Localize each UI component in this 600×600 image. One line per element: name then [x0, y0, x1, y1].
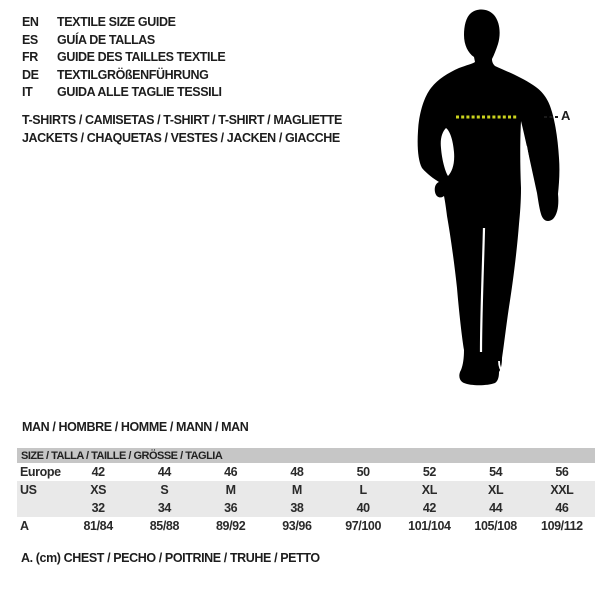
size-cell: 44: [463, 499, 529, 517]
language-row: [22, 49, 225, 67]
size-cell: XXL: [529, 481, 595, 499]
size-cell: 52: [422, 465, 436, 479]
row-label: Europe: [20, 465, 61, 479]
size-cell: 105/108: [474, 519, 517, 533]
row-label: US: [17, 481, 65, 499]
size-cell: 42: [91, 465, 105, 479]
size-cell: 44: [157, 465, 171, 479]
size-cell: 42: [396, 499, 462, 517]
size-table-header-row: [17, 448, 595, 463]
size-cell: 93/96: [282, 519, 312, 533]
size-cell: 32: [65, 499, 131, 517]
table-row-a-chest: [17, 517, 595, 535]
row-label: A: [20, 519, 29, 533]
language-row: [22, 84, 225, 102]
language-row: [22, 67, 225, 85]
size-cell: 36: [198, 499, 264, 517]
lang-code: FR: [22, 50, 38, 65]
size-cell: 101/104: [408, 519, 451, 533]
lang-code: EN: [22, 15, 39, 29]
size-cell: L: [330, 481, 396, 499]
size-cell: XS: [65, 481, 131, 499]
size-cell: XL: [463, 481, 529, 499]
man-silhouette: [395, 0, 580, 400]
lang-label: TEXTILE SIZE GUIDE: [57, 15, 176, 29]
size-cell: 54: [489, 465, 503, 479]
lang-label: GUÍA DE TALLAS: [57, 32, 155, 47]
size-cell: 81/84: [83, 519, 113, 533]
lang-label: TEXTILGRÖßENFÜHRUNG: [57, 67, 209, 82]
language-list: [22, 14, 225, 102]
table-row-us: [17, 481, 595, 499]
size-cell: 46: [529, 499, 595, 517]
category-list: [22, 112, 342, 147]
category-line: T-SHIRTS / CAMISETAS / T-SHIRT / T-SHIRT / MAGLIETTE: [22, 113, 342, 127]
size-cell: S: [131, 481, 197, 499]
size-cell: 85/88: [149, 519, 180, 533]
size-table: [17, 448, 595, 535]
lang-label: GUIDE DES TAILLES TEXTILE: [57, 50, 226, 65]
size-cell: 89/92: [215, 519, 246, 533]
size-cell: 109/112: [541, 519, 583, 533]
size-cell: 48: [290, 465, 304, 479]
size-cell: 40: [330, 499, 396, 517]
section-title: MAN / HOMBRE / HOMME / MANN / MAN: [22, 420, 249, 434]
table-row-europe: [17, 463, 595, 481]
size-cell: 56: [555, 465, 569, 479]
size-cell: 34: [131, 499, 197, 517]
size-cell: M: [198, 481, 264, 499]
language-row: [22, 32, 225, 50]
size-cell: M: [264, 481, 330, 499]
lang-code: ES: [22, 32, 38, 47]
lang-code: IT: [22, 85, 33, 100]
size-cell: 38: [264, 499, 330, 517]
row-label: [17, 499, 65, 517]
footnote: A. (cm) CHEST / PECHO / POITRINE / TRUHE / PETTO: [21, 551, 320, 565]
language-row: [22, 14, 225, 32]
size-cell: 46: [224, 465, 238, 479]
size-cell: 97/100: [345, 519, 382, 533]
lang-label: GUIDA ALLE TAGLIE TESSILI: [57, 85, 222, 100]
measurement-label-a: A: [561, 108, 571, 123]
silhouette-body-path: [418, 9, 560, 385]
size-cell: 50: [356, 465, 370, 479]
table-row-us-numeric: [17, 499, 595, 517]
size-table-header: SIZE / TALLA / TAILLE / GRÖSSE / TAGLIA: [17, 448, 595, 463]
lang-code: DE: [22, 67, 39, 82]
size-cell: XL: [396, 481, 462, 499]
category-line: JACKETS / CHAQUETAS / VESTES / JACKEN / GIACCHE: [22, 130, 340, 145]
